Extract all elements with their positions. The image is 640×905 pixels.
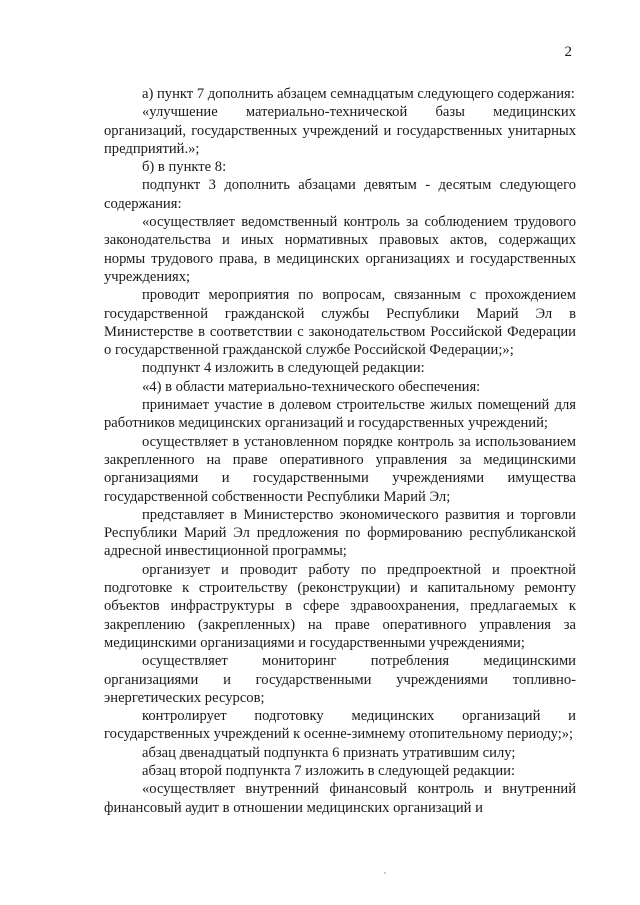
paragraph-energy-monitoring: осуществляет мониторинг потребления медицинскими организациями и государственными учреждениями топливно-энергетических ресурсов; [104,653,576,706]
paragraph-amend-item-7: а) пункт 7 дополнить абзацем семнадцатым следующего содержания: [142,86,575,102]
paragraph-quote-labor-control: «осуществляет ведомственный контроль за соблюдением трудового законодательства и иных нормативных правовых актов, содержащих нормы трудового права, в медицинских организациях и государственных учреждениях; [104,214,576,285]
paragraph-construction-preparation: организует и проводит работу по предпроектной и проектной подготовке к строительству (реконструкции) и капитальному ремонту объектов инфраструктуры в сфере здравоохранения, предлагаемых к закреплению (закрепленных) на праве оперативного управления за медицинскими организациями и государственными учреждениями; [104,561,576,651]
paragraph-subitem-3-amend: подпункт 3 дополнить абзацами девятым - десятым следующего содержания: [104,177,576,212]
page-number: 2 [564,44,572,60]
scan-speck [384,872,386,874]
document-body [104,85,576,817]
paragraph-investment-program: представляет в Министерство экономического развития и торговли Республики Марий Эл предложения по формированию республиканской адресной инвестиционной программы; [104,506,576,560]
paragraph-quote-material-base: «улучшение материально-технической базы медицинских организаций, государственных учреждений и государственных унитарных предприятий.»; [104,104,576,157]
paragraph-civil-service: проводит мероприятия по вопросам, связанным с прохождением государственной гражданской службы Республики Марий Эл в Министерстве в соответствии с законодательством Российской Федерации о государственной гражданской службе Российской Федерации;»; [104,287,576,359]
paragraph-quote-financial-audit: «осуществляет внутренний финансовый контроль и внутренний финансовый аудит в отношении медицинских организаций и [104,781,576,816]
paragraph-property-control: осуществляет в установленном порядке контроль за использованием закрепленного на праве оперативного управления за медицинскими организациями и государственными учреждениями имущества государственной собственности Республики Марий Эл; [104,433,576,505]
paragraph-item-8-heading: б) в пункте 8: [142,159,227,176]
paragraph-heating-season: контролирует подготовку медицинских организаций и государственных учреждений к осенне-зимнему отопительному периоду;»; [104,708,576,743]
paragraph-subitem-6-void: абзац двенадцатый подпункта 6 признать утратившим силу; [142,744,516,761]
paragraph-subitem-7-amend: абзац второй подпункта 7 изложить в следующей редакции: [142,762,516,779]
paragraph-housing-construction: принимает участие в долевом строительстве жилых помещений для работников медицинских организаций и государственных учреждений; [104,397,576,432]
paragraph-material-supply-heading: «4) в области материально-технического обеспечения: [142,378,481,395]
paragraph-subitem-4-amend: подпункт 4 изложить в следующей редакции: [142,360,425,377]
